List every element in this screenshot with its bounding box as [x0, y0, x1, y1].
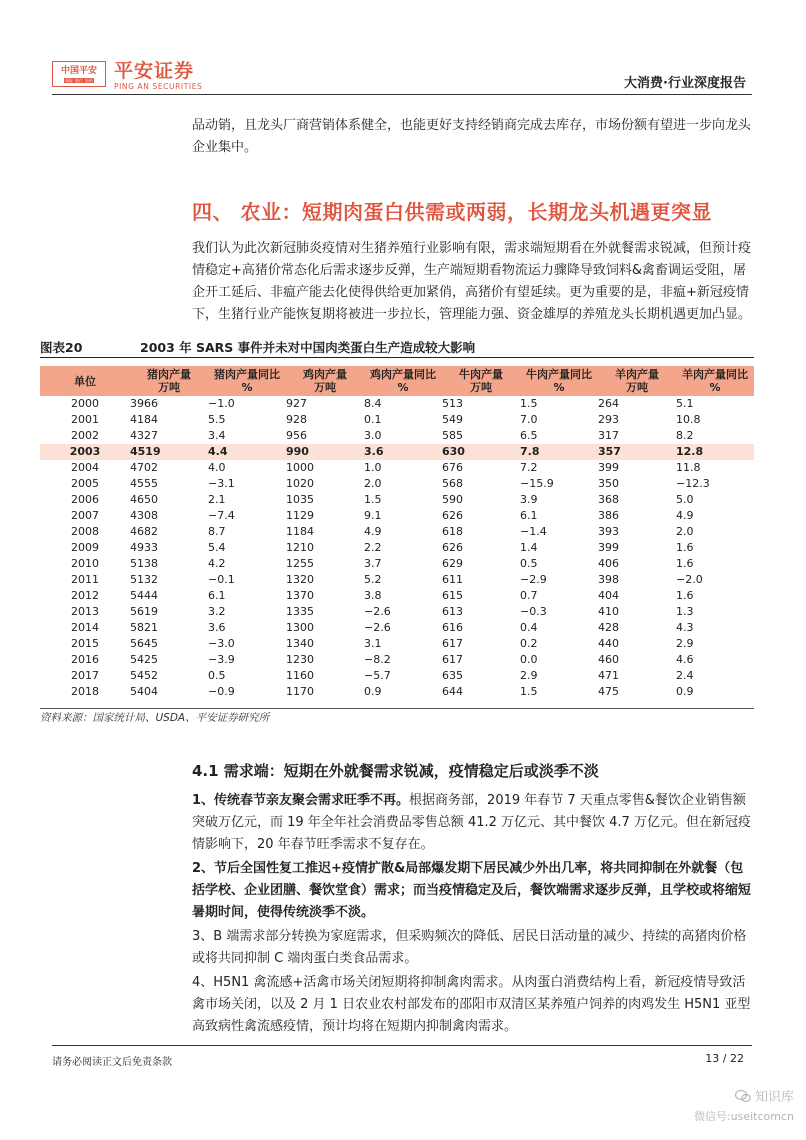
table-row — [40, 684, 754, 700]
value-cell: 4682 — [130, 525, 158, 538]
header-label: 猪肉产量 — [147, 368, 191, 381]
header-divider — [52, 94, 752, 95]
value-cell: 615 — [442, 589, 463, 602]
footer-divider — [52, 1045, 752, 1046]
year-cell: 2017 — [71, 669, 99, 682]
year-cell: 2001 — [71, 413, 99, 426]
value-cell: 7.8 — [520, 444, 598, 460]
year-cell: 2003 — [40, 444, 130, 460]
intro-paragraph — [192, 115, 752, 159]
brand-cn: 平安证券 — [114, 60, 195, 82]
value-cell: 590 — [442, 493, 463, 506]
value-cell: 1.6 — [676, 589, 694, 602]
value-cell: 5444 — [130, 589, 158, 602]
value-cell: −0.3 — [520, 605, 547, 618]
table-row — [40, 444, 754, 460]
value-cell: 990 — [286, 444, 364, 460]
value-cell: 1160 — [286, 669, 314, 682]
table-row — [40, 508, 754, 524]
header-label: 猪肉产量同比 — [214, 368, 280, 381]
point-2-lead: 2、节后全国性复工推迟+疫情扩散&局部爆发期下居民减少外出几率，将共同抑制在外就餐（包括学校、企业团膳、餐饮堂食）需求；而当疫情稳定及后，餐饮端需求逐步反弹，且学校或将缩短暑期时间，使得传统淡季不淡。 — [192, 861, 752, 920]
year-cell: 2018 — [71, 685, 99, 698]
value-cell: 404 — [598, 589, 619, 602]
table-row — [40, 524, 754, 540]
header-unit: % — [241, 381, 253, 394]
value-cell: −8.2 — [364, 653, 391, 666]
value-cell: 2.0 — [364, 477, 382, 490]
value-cell: 5425 — [130, 653, 158, 666]
value-cell: 629 — [442, 557, 463, 570]
value-cell: −1.0 — [208, 397, 235, 410]
year-cell: 2009 — [71, 541, 99, 554]
value-cell: 9.1 — [364, 509, 382, 522]
value-cell: 513 — [442, 397, 463, 410]
value-cell: 4555 — [130, 477, 158, 490]
table-row — [40, 540, 754, 556]
header-unit: 万吨 — [314, 381, 336, 394]
value-cell: 0.1 — [364, 413, 382, 426]
header-unit: 万吨 — [158, 381, 180, 394]
pingan-group-logo — [52, 61, 106, 87]
value-cell: 1020 — [286, 477, 314, 490]
value-cell: 1.5 — [520, 685, 538, 698]
value-cell: 1.4 — [520, 541, 538, 554]
header-label: 鸡肉产量 — [303, 368, 347, 381]
header-label: 牛肉产量 — [459, 368, 503, 381]
logo-main-text: 中国平安 — [60, 65, 97, 76]
value-cell: −5.7 — [364, 669, 391, 682]
table-bottom-rule — [40, 708, 754, 709]
value-cell: 8.2 — [676, 429, 694, 442]
value-cell: 617 — [442, 637, 463, 650]
value-cell: −15.9 — [520, 477, 554, 490]
value-cell: 6.5 — [520, 429, 538, 442]
table-row — [40, 652, 754, 668]
value-cell: 6.1 — [520, 509, 538, 522]
value-cell: 8.7 — [208, 525, 226, 538]
value-cell: 5.1 — [676, 397, 694, 410]
value-cell: 386 — [598, 509, 619, 522]
value-cell: 3.9 — [520, 493, 538, 506]
table-row — [40, 460, 754, 476]
intro-text: 品动销，且龙头厂商营销体系健全，也能更好支持经销商完成去库存，市场份额有望进一步向龙头企业集中。 — [192, 118, 752, 155]
value-cell: 368 — [598, 493, 619, 506]
value-cell: 3.8 — [364, 589, 382, 602]
table-row — [40, 588, 754, 604]
subsection-title: 4.1 需求端：短期在外就餐需求锐减，疫情稳定后或淡季不淡 — [192, 762, 599, 780]
value-cell: 1210 — [286, 541, 314, 554]
value-cell: −12.3 — [676, 477, 710, 490]
value-cell: 4.9 — [364, 525, 382, 538]
value-cell: −3.9 — [208, 653, 235, 666]
value-cell: 635 — [442, 669, 463, 682]
table-row — [40, 412, 754, 428]
wechat-icon — [735, 1089, 751, 1103]
value-cell: 1255 — [286, 557, 314, 570]
year-cell: 2007 — [71, 509, 99, 522]
value-cell: 1.5 — [364, 493, 382, 506]
table-row — [40, 492, 754, 508]
table-body — [40, 396, 754, 700]
value-cell: 11.8 — [676, 461, 701, 474]
table-row — [40, 668, 754, 684]
value-cell: 644 — [442, 685, 463, 698]
value-cell: 927 — [286, 397, 307, 410]
value-cell: 5619 — [130, 605, 158, 618]
value-cell: 7.2 — [520, 461, 538, 474]
point-4 — [192, 972, 752, 1038]
value-cell: 4933 — [130, 541, 158, 554]
value-cell: −0.1 — [208, 573, 235, 586]
value-cell: 4308 — [130, 509, 158, 522]
table-row — [40, 620, 754, 636]
value-cell: 0.4 — [520, 621, 538, 634]
value-cell: 1230 — [286, 653, 314, 666]
point-3-text: 3、B 端需求部分转换为家庭需求，但采购频次的降低、居民日活动量的减少、持续的高猪肉价格或将共同抑制 C 端肉蛋白类食品需求。 — [192, 929, 747, 966]
value-cell: −1.4 — [520, 525, 547, 538]
page-number: 13 / 22 — [705, 1052, 744, 1065]
year-cell: 2004 — [71, 461, 99, 474]
value-cell: 8.4 — [364, 397, 382, 410]
year-cell: 2008 — [71, 525, 99, 538]
value-cell: 1.6 — [676, 557, 694, 570]
table-label: 图表20 — [40, 340, 83, 355]
value-cell: 2.1 — [208, 493, 226, 506]
value-cell: 5821 — [130, 621, 158, 634]
value-cell: 1.6 — [676, 541, 694, 554]
value-cell: 317 — [598, 429, 619, 442]
table-header-cell — [676, 366, 754, 396]
value-cell: 568 — [442, 477, 463, 490]
value-cell: 3.2 — [208, 605, 226, 618]
value-cell: 399 — [598, 461, 619, 474]
value-cell: 676 — [442, 461, 463, 474]
point-1 — [192, 790, 752, 856]
year-cell: 2014 — [71, 621, 99, 634]
value-cell: 617 — [442, 653, 463, 666]
value-cell: 5.4 — [208, 541, 226, 554]
table-title: 2003 年 SARS 事件并未对中国肉类蛋白生产造成较大影响 — [140, 340, 476, 355]
header-unit: % — [397, 381, 409, 394]
table-row — [40, 604, 754, 620]
year-cell: 2000 — [71, 397, 99, 410]
point-3 — [192, 926, 752, 970]
table-header-cell — [364, 366, 442, 396]
value-cell: 428 — [598, 621, 619, 634]
table-row — [40, 572, 754, 588]
value-cell: 5645 — [130, 637, 158, 650]
value-cell: 2.2 — [364, 541, 382, 554]
value-cell: 471 — [598, 669, 619, 682]
value-cell: −3.1 — [208, 477, 235, 490]
header-unit: % — [553, 381, 565, 394]
table-header-cell — [520, 366, 598, 396]
section-text: 我们认为此次新冠肺炎疫情对生猪养殖行业影响有限，需求端短期看在外就餐需求锐减，但预计疫情稳定+高猪价常态化后需求逐步反弹，生产端短期看物流运力骤降导致饲料&禽畜调运受阻，屠企开工延后、非瘟产能去化使得供给更加紧俏，高猪价有望延续。更为重要的是，非瘟+新冠疫情下，生猪行业产能恢复期将被进一步拉长，管理能力强、资金雄厚的养殖龙头长期机遇更加凸显。 — [192, 241, 752, 322]
value-cell: 0.2 — [520, 637, 538, 650]
table-header-cell — [442, 366, 520, 396]
table-row — [40, 636, 754, 652]
value-cell: 10.8 — [676, 413, 701, 426]
header-unit: 万吨 — [470, 381, 492, 394]
value-cell: 1184 — [286, 525, 314, 538]
value-cell: 4650 — [130, 493, 158, 506]
value-cell: 5452 — [130, 669, 158, 682]
year-cell: 2015 — [71, 637, 99, 650]
header-label: 鸡肉产量同比 — [370, 368, 436, 381]
value-cell: 410 — [598, 605, 619, 618]
logo-tags — [64, 78, 94, 83]
value-cell: 5138 — [130, 557, 158, 570]
logo-tag: 保险 — [65, 77, 73, 83]
value-cell: −2.9 — [520, 573, 547, 586]
point-1-text: 根据商务部，2019 年春节 7 天重点零售&餐饮企业销售额突破万亿元，而 19 年全年社会消费品零售总额 41.2 万亿元、其中餐饮 4.7 万亿元。但在新冠疫情影响下，20 年春节旺季需求不复存在。 — [192, 793, 751, 852]
value-cell: 1335 — [286, 605, 314, 618]
value-cell: 613 — [442, 605, 463, 618]
value-cell: −0.9 — [208, 685, 235, 698]
value-cell: 1129 — [286, 509, 314, 522]
value-cell: 626 — [442, 541, 463, 554]
value-cell: 5132 — [130, 573, 158, 586]
logo-tag: 银行 — [75, 77, 83, 83]
header-unit: 万吨 — [626, 381, 648, 394]
value-cell: 1320 — [286, 573, 314, 586]
value-cell: 4184 — [130, 413, 158, 426]
value-cell: 398 — [598, 573, 619, 586]
year-cell: 2012 — [71, 589, 99, 602]
year-cell: 2016 — [71, 653, 99, 666]
value-cell: 406 — [598, 557, 619, 570]
point-1-lead: 1、传统春节亲友聚会需求旺季不再。 — [192, 793, 410, 808]
value-cell: 399 — [598, 541, 619, 554]
value-cell: 956 — [286, 429, 307, 442]
report-type: 大消费·行业深度报告 — [624, 76, 746, 91]
header-label: 牛肉产量同比 — [526, 368, 592, 381]
table-row — [40, 556, 754, 572]
table-header-cell — [130, 366, 208, 396]
value-cell: 4702 — [130, 461, 158, 474]
value-cell: 630 — [442, 444, 520, 460]
table-header-row — [40, 366, 754, 396]
logo-tag: 投资 — [85, 77, 93, 83]
table-header-cell — [598, 366, 676, 396]
value-cell: −7.4 — [208, 509, 235, 522]
value-cell: 585 — [442, 429, 463, 442]
year-cell: 2011 — [71, 573, 99, 586]
year-cell: 2010 — [71, 557, 99, 570]
value-cell: −2.6 — [364, 621, 391, 634]
value-cell: 3.0 — [364, 429, 382, 442]
value-cell: 1.0 — [364, 461, 382, 474]
value-cell: −2.6 — [364, 605, 391, 618]
value-cell: 4327 — [130, 429, 158, 442]
value-cell: 928 — [286, 413, 307, 426]
value-cell: 1000 — [286, 461, 314, 474]
section-title: 四、 农业：短期肉蛋白供需或两弱，长期龙头机遇更突显 — [192, 200, 712, 224]
value-cell: 618 — [442, 525, 463, 538]
table-row — [40, 476, 754, 492]
watermark — [735, 1086, 794, 1105]
value-cell: 12.8 — [676, 444, 754, 460]
point-4-text: 4、H5N1 禽流感+活禽市场关闭短期将抑制禽肉需求。从肉蛋白消费结构上看，新冠疫情导致活禽市场关闭，以及 2 月 1 日农业农村部发布的邵阳市双清区某养殖户饲养的肉鸡发生 H5N1 亚型高致病性禽流感疫情，预计均将在短期内抑制禽肉需求。 — [192, 975, 751, 1034]
value-cell: 1.3 — [676, 605, 694, 618]
value-cell: 611 — [442, 573, 463, 586]
header-label: 羊肉产量同比 — [682, 368, 748, 381]
value-cell: −3.0 — [208, 637, 235, 650]
value-cell: 3.6 — [364, 444, 442, 460]
value-cell: 4.6 — [676, 653, 694, 666]
table-header-cell — [286, 366, 364, 396]
value-cell: 3.4 — [208, 429, 226, 442]
value-cell: 440 — [598, 637, 619, 650]
value-cell: 549 — [442, 413, 463, 426]
value-cell: 1370 — [286, 589, 314, 602]
value-cell: 2.9 — [520, 669, 538, 682]
value-cell: 0.7 — [520, 589, 538, 602]
year-cell: 2005 — [71, 477, 99, 490]
value-cell: 4.3 — [676, 621, 694, 634]
value-cell: 4.2 — [208, 557, 226, 570]
header-label: 羊肉产量 — [615, 368, 659, 381]
value-cell: 0.0 — [520, 653, 538, 666]
value-cell: 357 — [598, 444, 676, 460]
value-cell: 6.1 — [208, 589, 226, 602]
value-cell: 0.9 — [364, 685, 382, 698]
value-cell: 616 — [442, 621, 463, 634]
value-cell: −2.0 — [676, 573, 703, 586]
value-cell: 3966 — [130, 397, 158, 410]
table-row — [40, 396, 754, 412]
value-cell: 626 — [442, 509, 463, 522]
value-cell: 350 — [598, 477, 619, 490]
year-cell: 2002 — [71, 429, 99, 442]
brand-en: PING AN SECURITIES — [114, 82, 203, 91]
value-cell: 1170 — [286, 685, 314, 698]
value-cell: 2.9 — [676, 637, 694, 650]
table-header-cell — [208, 366, 286, 396]
header-unit: % — [709, 381, 721, 394]
watermark-name: 知识库 — [754, 1090, 794, 1105]
point-2 — [192, 858, 752, 924]
table-source: 资料来源：国家统计局、USDA、平安证券研究所 — [40, 712, 270, 724]
value-cell: 3.6 — [208, 621, 226, 634]
value-cell: 0.9 — [676, 685, 694, 698]
brand-logo — [114, 60, 202, 91]
header-unit: 单位 — [74, 374, 96, 388]
value-cell: 264 — [598, 397, 619, 410]
meat-production-table — [40, 366, 754, 700]
value-cell: 1300 — [286, 621, 314, 634]
table-header-cell — [40, 366, 130, 396]
value-cell: 4519 — [130, 444, 208, 460]
value-cell: 3.7 — [364, 557, 382, 570]
year-cell: 2006 — [71, 493, 99, 506]
value-cell: 0.5 — [520, 557, 538, 570]
value-cell: 5404 — [130, 685, 158, 698]
value-cell: 1340 — [286, 637, 314, 650]
value-cell: 5.2 — [364, 573, 382, 586]
value-cell: 3.1 — [364, 637, 382, 650]
value-cell: 7.0 — [520, 413, 538, 426]
value-cell: 5.5 — [208, 413, 226, 426]
footer-disclaimer: 请务必阅读正文后免责条款 — [52, 1057, 172, 1068]
value-cell: 2.0 — [676, 525, 694, 538]
value-cell: 4.4 — [208, 444, 286, 460]
value-cell: 1.5 — [520, 397, 538, 410]
year-cell: 2013 — [71, 605, 99, 618]
value-cell: 4.9 — [676, 509, 694, 522]
value-cell: 475 — [598, 685, 619, 698]
value-cell: 0.5 — [208, 669, 226, 682]
value-cell: 4.0 — [208, 461, 226, 474]
value-cell: 2.4 — [676, 669, 694, 682]
value-cell: 5.0 — [676, 493, 694, 506]
value-cell: 393 — [598, 525, 619, 538]
table-top-rule — [40, 357, 754, 358]
value-cell: 293 — [598, 413, 619, 426]
section-paragraph — [192, 238, 752, 326]
table-row — [40, 428, 754, 444]
watermark-account: 微信号:useitcomcn — [693, 1110, 794, 1123]
value-cell: 460 — [598, 653, 619, 666]
value-cell: 1035 — [286, 493, 314, 506]
